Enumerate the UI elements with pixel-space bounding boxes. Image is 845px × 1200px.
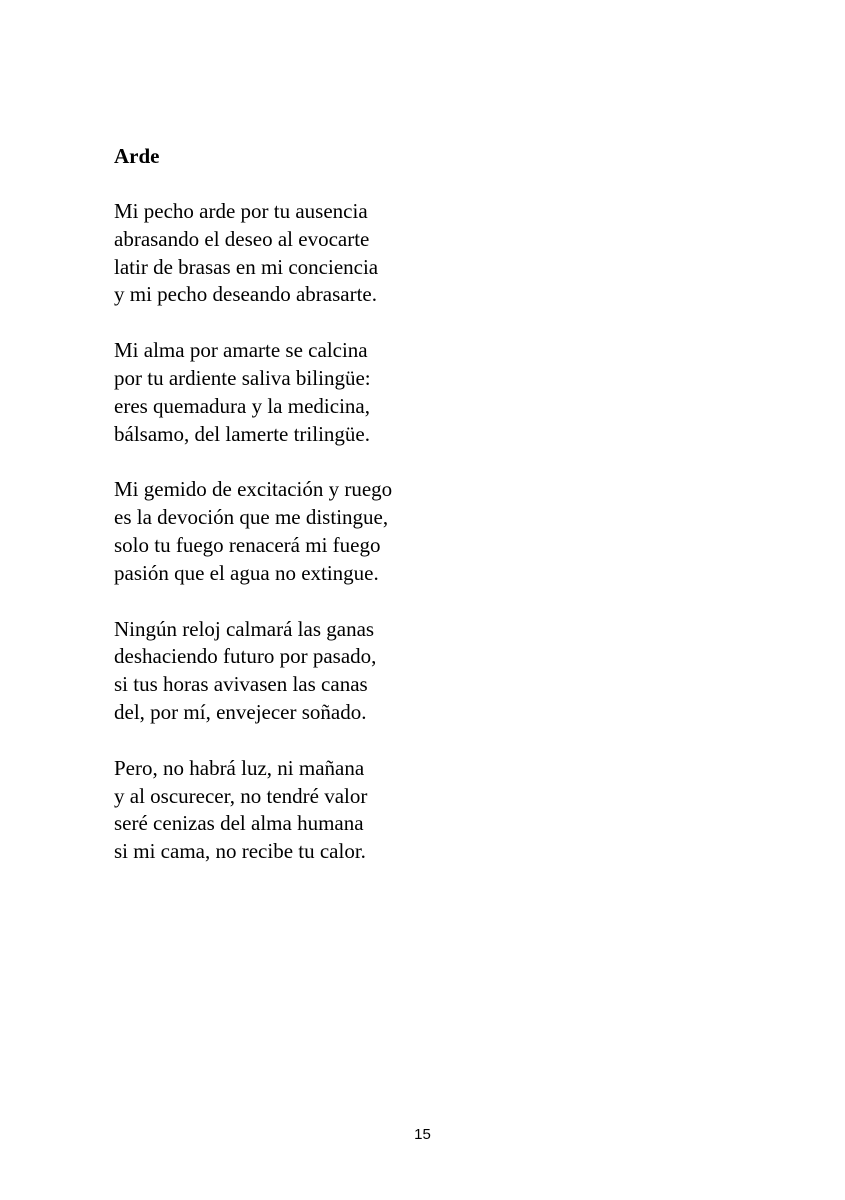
verse-line: y al oscurecer, no tendré valor bbox=[114, 783, 368, 808]
stanza bbox=[114, 476, 392, 587]
verse-line: y mi pecho deseando abrasarte. bbox=[114, 282, 377, 307]
stanza bbox=[114, 198, 392, 309]
poem bbox=[114, 142, 392, 894]
verse-line: pasión que el agua no extingue. bbox=[114, 560, 379, 585]
stanza bbox=[114, 616, 392, 727]
verse-line: Pero, no habrá luz, ni mañana bbox=[114, 755, 365, 780]
verse-line: Mi alma por amarte se calcina bbox=[114, 338, 368, 363]
verse-line: si tus horas avivasen las canas bbox=[114, 672, 368, 697]
verse-line: Ningún reloj calmará las ganas bbox=[114, 616, 375, 641]
verse-line: eres quemadura y la medicina, bbox=[114, 393, 370, 418]
verse-line: Mi gemido de excitación y ruego bbox=[114, 477, 393, 502]
verse-line: es la devoción que me distingue, bbox=[114, 505, 389, 530]
verse-line: por tu ardiente saliva bilingüe: bbox=[114, 365, 371, 390]
verse-line: deshaciendo futuro por pasado, bbox=[114, 644, 377, 669]
verse-line: si mi cama, no recibe tu calor. bbox=[114, 839, 366, 864]
verse-line: latir de brasas en mi conciencia bbox=[114, 254, 379, 279]
stanza bbox=[114, 755, 392, 866]
poem-title: Arde bbox=[114, 144, 160, 168]
verse-line: seré cenizas del alma humana bbox=[114, 811, 364, 836]
verse-line: abrasando el deseo al evocarte bbox=[114, 226, 370, 251]
verse-line: solo tu fuego renacerá mi fuego bbox=[114, 532, 381, 557]
page-number: 15 bbox=[414, 1126, 431, 1143]
verse-line: del, por mí, envejecer soñado. bbox=[114, 699, 367, 724]
verse-line: Mi pecho arde por tu ausencia bbox=[114, 199, 368, 223]
stanza bbox=[114, 337, 392, 448]
verse-line: bálsamo, del lamerte trilingüe. bbox=[114, 421, 370, 446]
